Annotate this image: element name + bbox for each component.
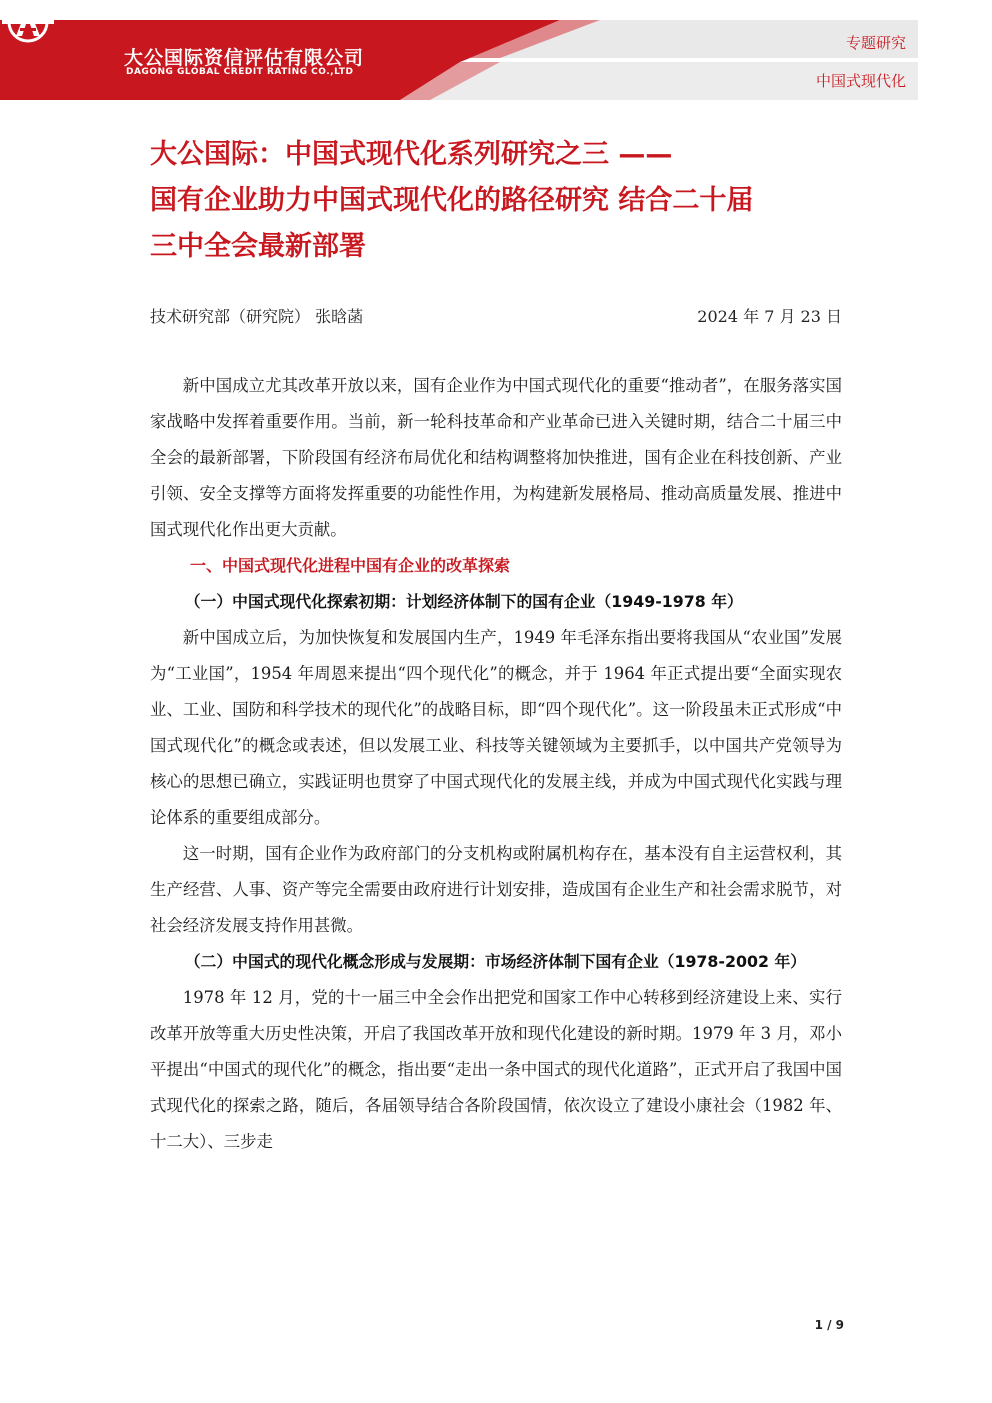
company-name-en: DAGONG GLOBAL CREDIT RATING CO.,LTD bbox=[126, 67, 354, 77]
section-heading: 一、中国式现代化进程中国有企业的改革探索 bbox=[190, 556, 511, 575]
dagong-logo-icon bbox=[0, 0, 56, 44]
intro-paragraph: 新中国成立尤其改革开放以来，国有企业作为中国式现代化的重要“推动者”，在服务落实国家战略中发挥着重要作用。当前，新一轮科技革命和产业革命已进入关键时期，结合二十届三中全会的最新部署，下阶段国有经济布局优化和结构调整将加快推进，国有企业在科技创新、产业引领、安全支撑等方面将发挥重要的功能性作用，为构建新发展格局、推动高质量发展、推进中国式现代化作出更大贡献。 bbox=[150, 376, 842, 539]
title-line-1: 大公国际：中国式现代化系列研究之三 —— bbox=[150, 139, 673, 170]
body-paragraph: 1978 年 12 月，党的十一届三中全会作出把党和国家工作中心转移到经济建设上来、实行改革开放等重大历史性决策，开启了我国改革开放和现代化建设的新时期。1979 年 3 月，邓小平提出“中国式的现代化”的概念，指出要“走出一条中国式的现代化道路”，正式开启了我国中国式现代化的探索之路，随后，各届领导结合各阶段国情，依次设立了建设小康社会（1982 年、十二大）、三步走 bbox=[150, 988, 842, 1151]
report-topic-tag: 中国式现代化 bbox=[815, 72, 906, 90]
body-paragraph: 这一时期，国有企业作为政府部门的分支机构或附属机构存在，基本没有自主运营权利，其生产经营、人事、资产等完全需要由政府进行计划安排，造成国有企业生产和社会需求脱节，对社会经济发展支持作用甚微。 bbox=[150, 844, 842, 935]
title-line-3: 三中全会最新部署 bbox=[150, 231, 366, 262]
page-number: 1 / 9 bbox=[814, 1318, 844, 1332]
document-title bbox=[150, 132, 850, 270]
document-body bbox=[150, 368, 842, 1160]
report-type-tag: 专题研究 bbox=[845, 34, 906, 52]
company-name-cn: 大公国际资信评估有限公司 bbox=[124, 47, 365, 69]
body-paragraph: 新中国成立后，为加快恢复和发展国内生产，1949 年毛泽东指出要将我国从“农业国”发展为“工业国”，1954 年周恩来提出“四个现代化”的概念，并于 1964 年正式提出要“全面实现农业、工业、国防和科学技术的现代化”的战略目标，即“四个现代化”。这一阶段虽未正式形成“中国式现代化”的概念或表述，但以发展工业、科技等关键领域为主要抓手，以中国共产党领导为核心的思想已确立，实践证明也贯穿了中国式现代化的发展主线，并成为中国式现代化实践与理论体系的重要组成部分。 bbox=[150, 628, 842, 827]
subsection-heading: （一）中国式现代化探索初期：计划经济体制下的国有企业（1949-1978 年） bbox=[184, 592, 743, 611]
title-line-2: 国有企业助力中国式现代化的路径研究 结合二十届 bbox=[150, 185, 754, 216]
author: 技术研究部（研究院） 张晗菡 bbox=[150, 307, 364, 326]
publish-date: 2024 年 7 月 23 日 bbox=[697, 307, 842, 326]
header-banner bbox=[0, 0, 992, 115]
subsection-heading: （二）中国式的现代化概念形成与发展期：市场经济体制下国有企业（1978-2002 年） bbox=[184, 952, 807, 971]
